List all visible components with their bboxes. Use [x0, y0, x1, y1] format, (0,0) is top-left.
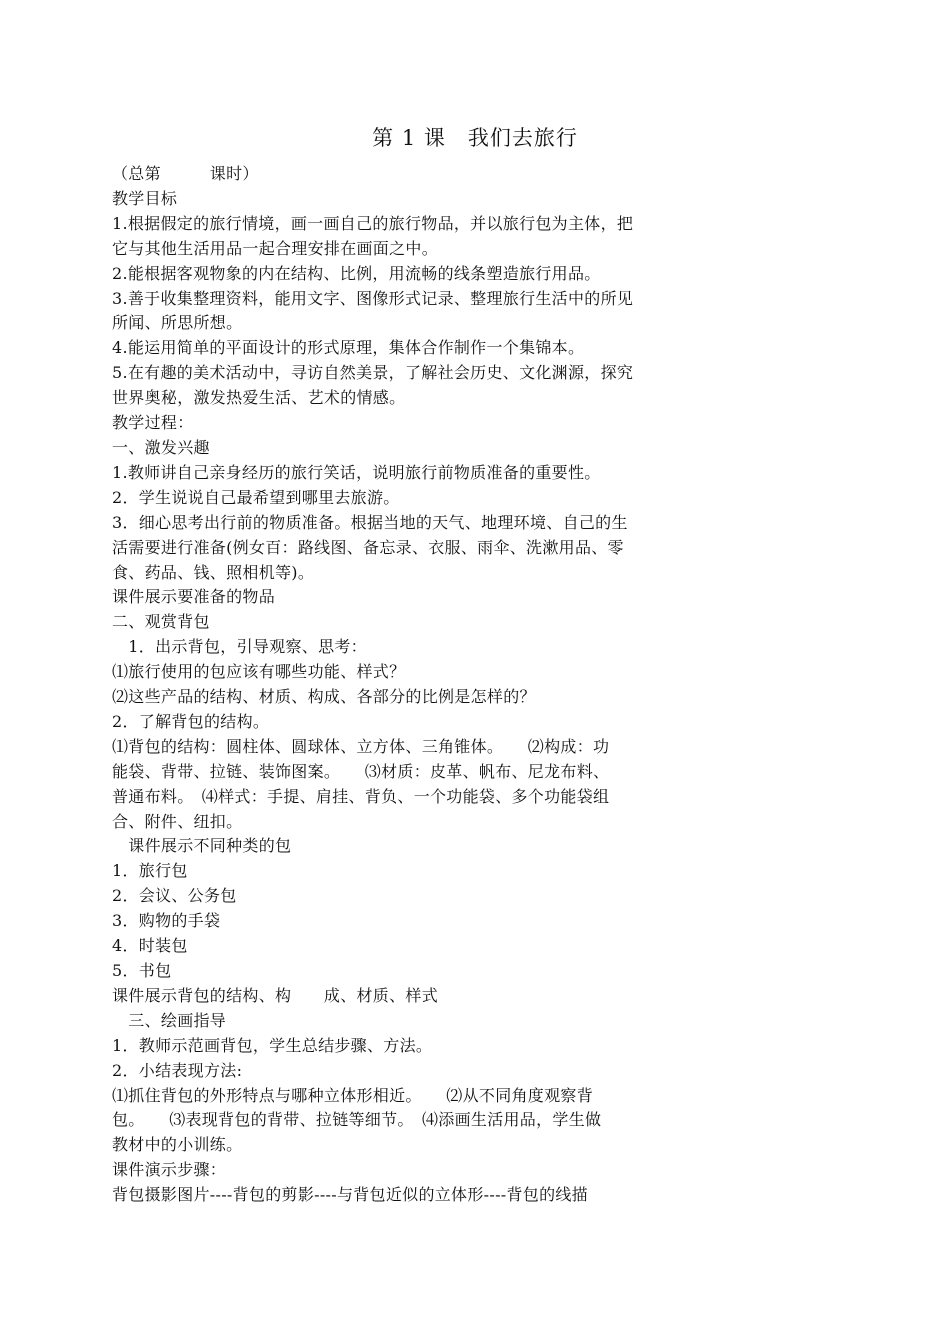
text-line: ⑴旅行使用的包应该有哪些功能、样式？: [112, 662, 406, 682]
text-line: 1.根据假定的旅行情境，画一画自己的旅行物品，并以旅行包为主体，把: [112, 213, 634, 233]
text-line: 教学目标: [112, 188, 178, 208]
text-line: ⑴抓住背包的外形特点与哪种立体形相近。 ⑵从不同角度观察背: [112, 1085, 594, 1105]
text-line: ⑵这些产品的结构、材质、构成、各部分的比例是怎样的？: [112, 687, 536, 707]
text-line: 食、药品、钱、照相机等)。: [112, 562, 315, 582]
text-line: 4.能运用简单的平面设计的形式原理，集体合作制作一个集锦本。: [112, 338, 585, 358]
text-line: 1.教师讲自己亲身经历的旅行笑话，说明旅行前物质准备的重要性。: [112, 462, 601, 482]
text-line: 课件演示步骤：: [112, 1160, 227, 1180]
text-line: 3．购物的手袋: [112, 911, 221, 931]
text-line: 2．学生说说自己最希望到哪里去旅游。: [112, 487, 400, 507]
text-line: 一、激发兴趣: [112, 437, 210, 457]
text-line: 1．教师示范画背包，学生总结步骤、方法。: [112, 1035, 433, 1055]
text-line: 2．会议、公务包: [112, 886, 237, 906]
text-line: 课件展示背包的结构、构 成、材质、样式: [112, 985, 439, 1005]
text-line: 1．出示背包，引导观察、思考：: [112, 637, 367, 657]
text-line: 合、附件、纽扣。: [112, 811, 243, 831]
text-line: 活需要进行准备(例女百：路线图、备忘录、衣服、雨伞、洗漱用品、零: [112, 537, 624, 557]
text-line: 5.在有趣的美术活动中，寻访自然美景，了解社会历史、文化渊源，探究: [112, 363, 634, 383]
text-line: 教学过程：: [112, 413, 194, 433]
text-line: 三、绘画指导: [112, 1010, 227, 1030]
text-line: 课件展示要准备的物品: [112, 587, 276, 607]
lesson-body: [112, 162, 717, 1208]
text-line: 它与其他生活用品一起合理安排在画面之中。: [112, 238, 439, 258]
text-line: 5．书包: [112, 961, 172, 980]
text-line: 二、观赏背包: [112, 612, 210, 632]
text-line: 4．时装包: [112, 936, 188, 956]
text-line: 能袋、背带、拉链、装饰图案。 ⑶材质：皮革、帆布、尼龙布料、: [112, 761, 610, 781]
text-line: 教材中的小训练。: [112, 1135, 243, 1155]
text-line: 3.善于收集整理资料，能用文字、图像形式记录、整理旅行生活中的所见: [112, 288, 634, 308]
text-line: 世界奥秘，激发热爱生活、艺术的情感。: [112, 388, 406, 408]
text-line: ⑴背包的结构：圆柱体、圆球体、立方体、三角锥体。 ⑵构成：功: [112, 736, 610, 756]
text-line: 3．细心思考出行前的物质准备。根据当地的天气、地理环境、自己的生: [112, 512, 628, 532]
text-line: （总第 课时）: [112, 164, 259, 183]
text-line: 1．旅行包: [112, 861, 188, 881]
text-line: 2．小结表现方法:: [112, 1060, 243, 1080]
text-line: 普通布料。 ⑷样式：手提、肩挂、背负、一个功能袋、多个功能袋组: [112, 786, 610, 806]
lesson-title: 第 1 课 我们去旅行: [372, 126, 578, 150]
text-line: 2．了解背包的结构。: [112, 711, 270, 731]
text-line: 背包摄影图片----背包的剪影----与背包近似的立体形----背包的线描: [112, 1185, 588, 1205]
text-line: 课件展示不同种类的包: [112, 836, 292, 856]
text-line: 包。 ⑶表现背包的背带、拉链等细节。 ⑷添画生活用品，学生做: [112, 1110, 602, 1130]
text-line: 所闻、所思所想。: [112, 313, 243, 333]
text-line: 2.能根据客观物象的内在结构、比例，用流畅的线条塑造旅行用品。: [112, 263, 601, 283]
